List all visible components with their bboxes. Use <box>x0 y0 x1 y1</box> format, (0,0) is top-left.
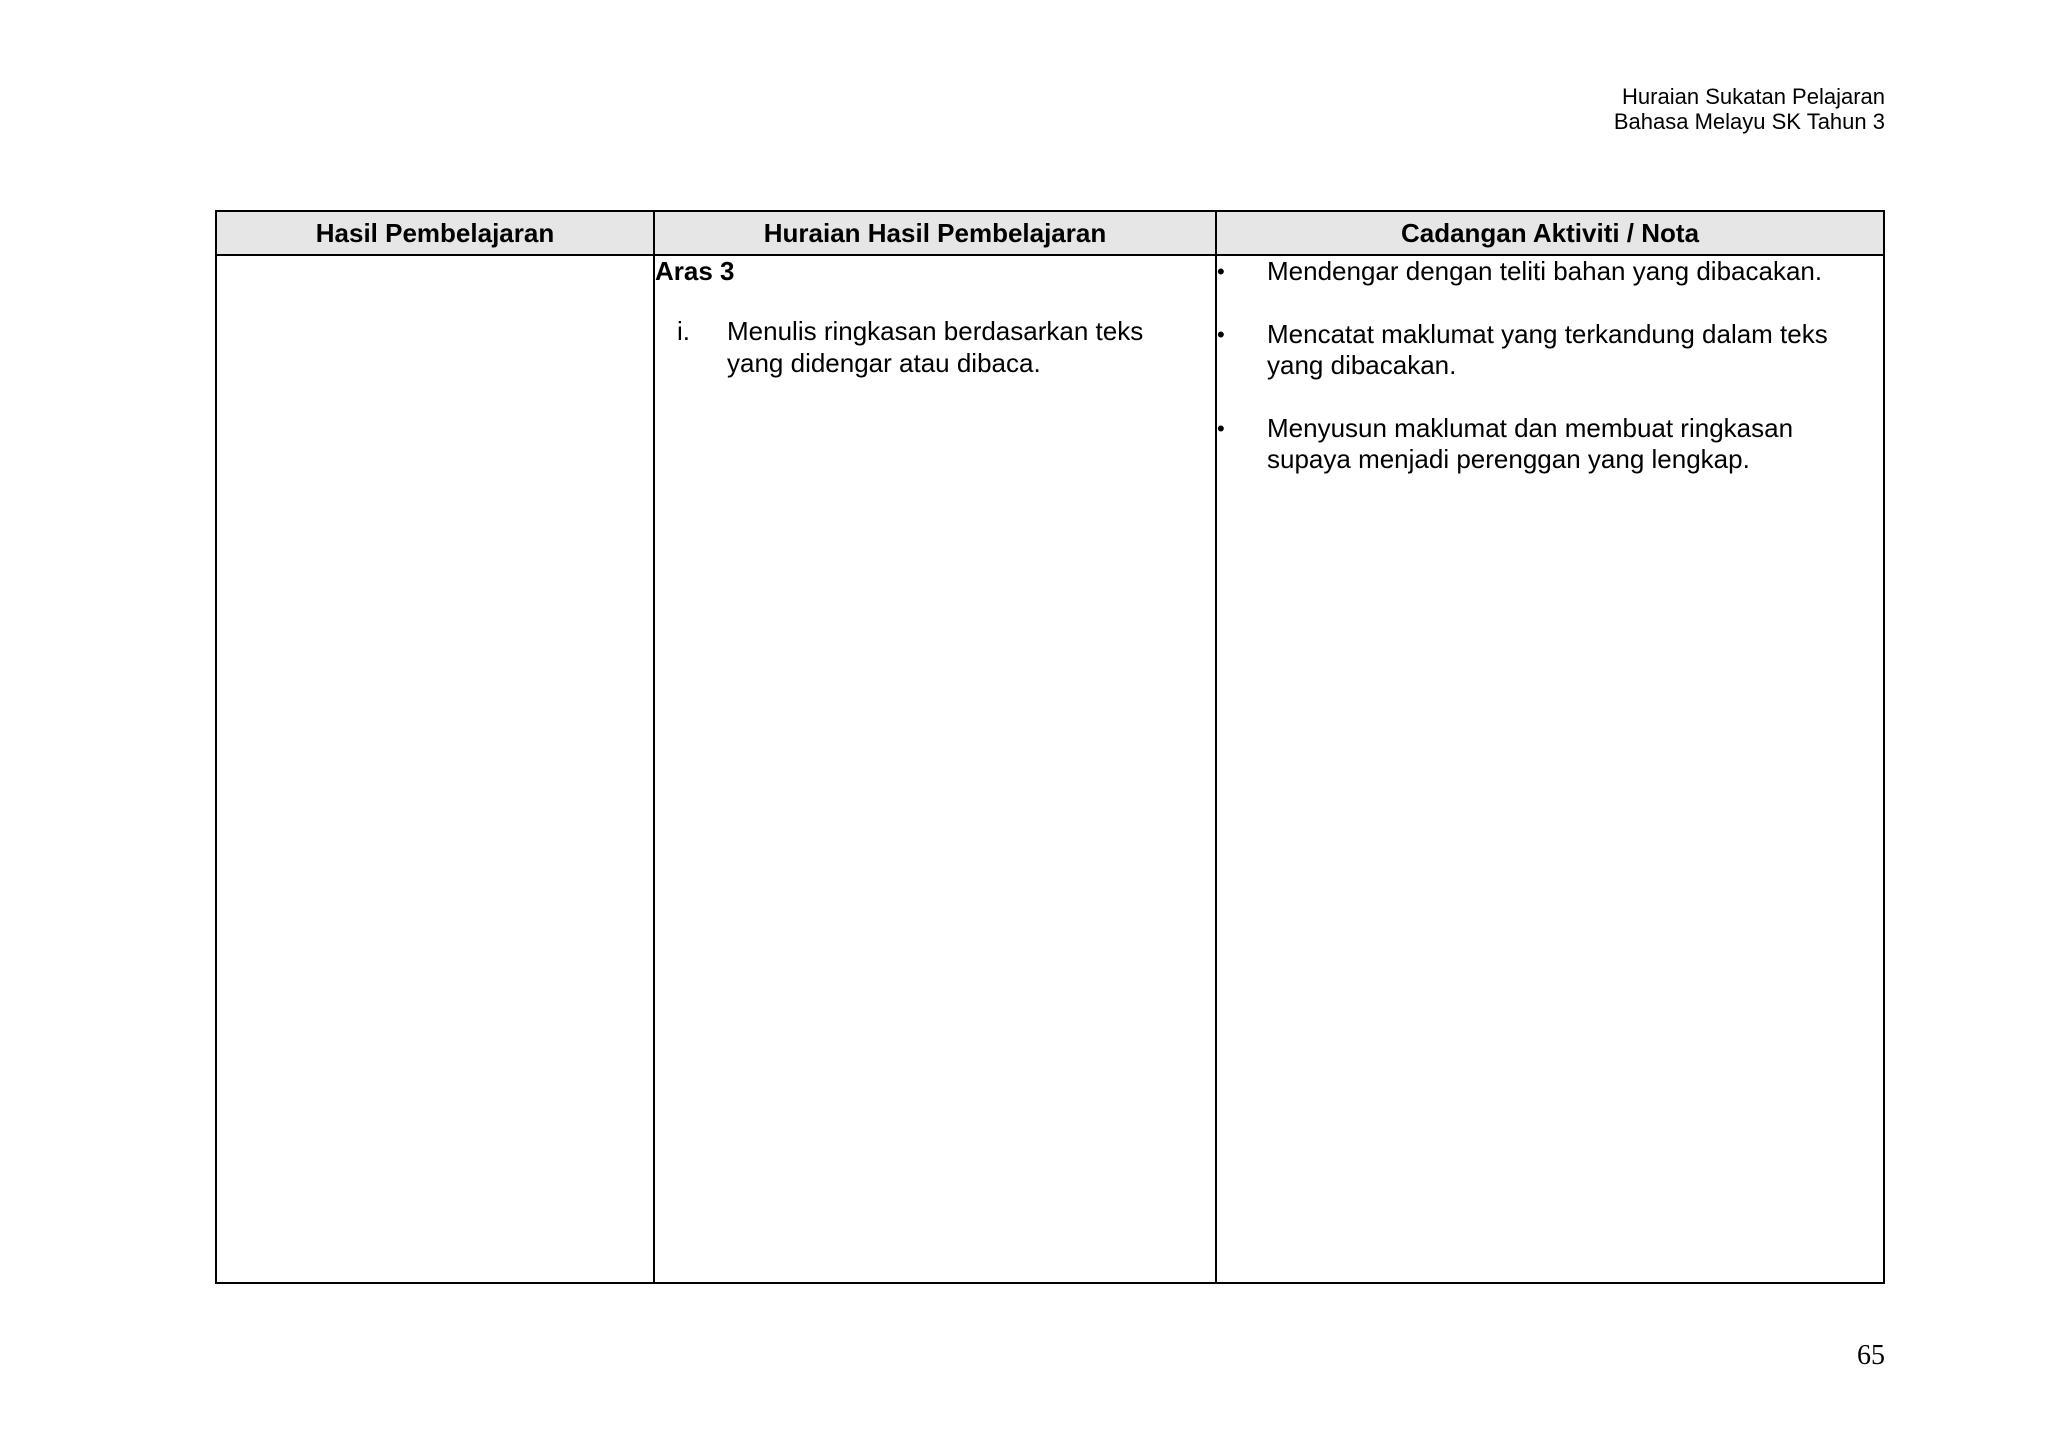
bullet-icon: • <box>1217 259 1225 284</box>
cell-aktiviti <box>1216 255 1884 1283</box>
column-header-aktiviti: Cadangan Aktiviti / Nota <box>1216 211 1884 255</box>
activity-text: Menyusun maklumat dan membuat ringkasan supaya menjadi perenggan yang lengkap. <box>1267 413 1794 474</box>
table-row <box>216 255 1884 1283</box>
column-header-huraian: Huraian Hasil Pembelajaran <box>654 211 1216 255</box>
activity-text: Mendengar dengan teliti bahan yang dibacakan. <box>1267 256 1823 286</box>
numbered-item <box>655 315 1215 379</box>
level-title: Aras 3 <box>655 256 735 286</box>
list-item <box>1217 413 1883 475</box>
list-item <box>1217 256 1883 287</box>
page-number: 65 <box>1857 1340 1885 1371</box>
activity-text: Mencatat maklumat yang terkandung dalam teks yang dibacakan. <box>1267 319 1828 380</box>
table-header-row <box>216 211 1884 255</box>
bullet-icon: • <box>1217 322 1225 347</box>
item-number: i. <box>677 316 690 346</box>
cell-hasil-pembelajaran <box>216 255 654 1283</box>
item-text: Menulis ringkasan berdasarkan teks yang didengar atau dibaca. <box>727 316 1144 378</box>
syllabus-table <box>215 210 1885 1284</box>
cell-huraian <box>654 255 1216 1283</box>
header-line-2: Bahasa Melayu SK Tahun 3 <box>1613 109 1885 134</box>
activity-list <box>1217 256 1883 475</box>
list-item <box>1217 319 1883 381</box>
bullet-icon: • <box>1217 416 1225 441</box>
running-header <box>1614 84 1885 134</box>
header-line-1: Huraian Sukatan Pelajaran <box>1622 84 1885 109</box>
column-header-hasil: Hasil Pembelajaran <box>216 211 654 255</box>
